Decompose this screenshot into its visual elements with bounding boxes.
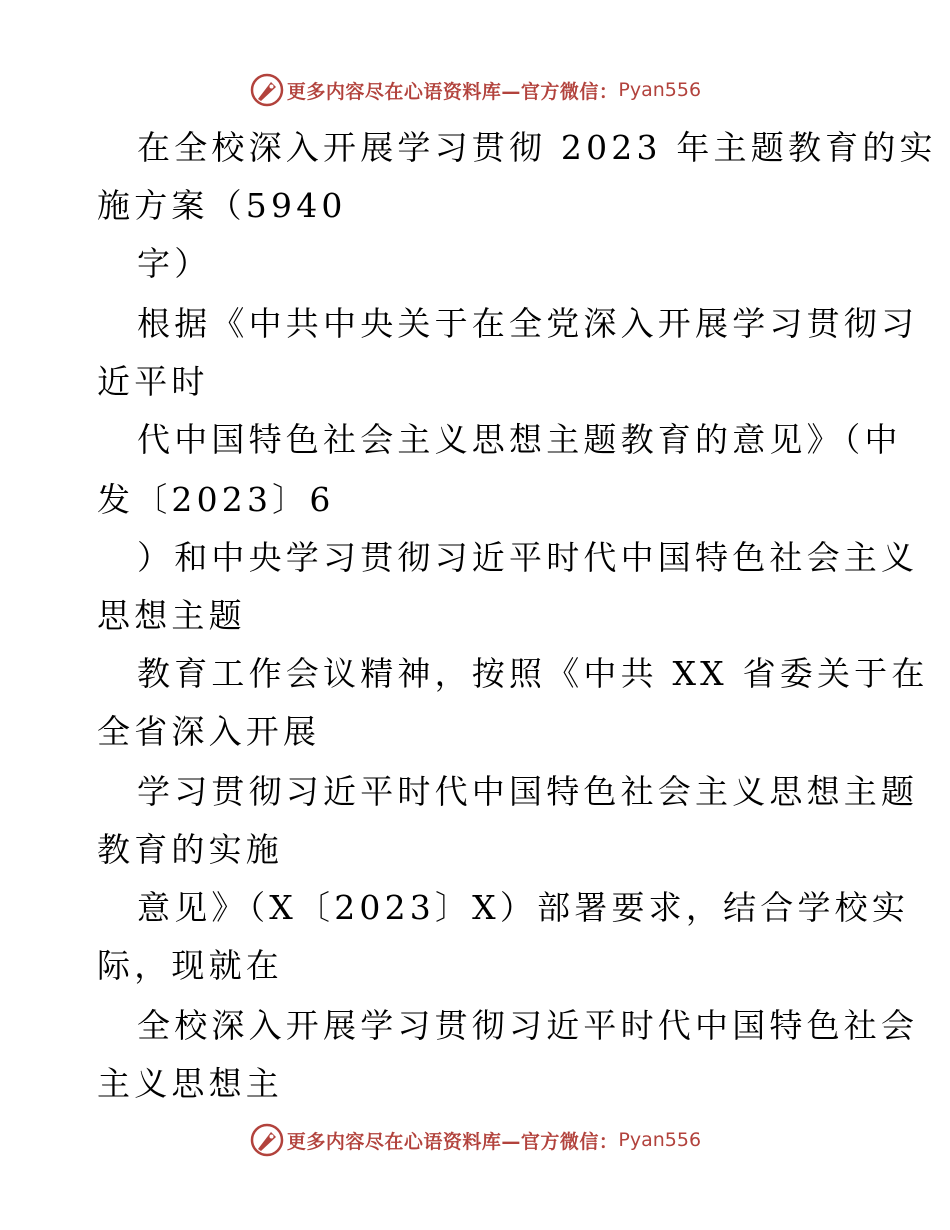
footer-banner bbox=[0, 1120, 950, 1160]
header-banner bbox=[0, 70, 950, 110]
text-line: 代中国特色社会主义思想主题教育的意见》（中 bbox=[137, 420, 902, 459]
text-line: 主义思想主 bbox=[97, 1064, 283, 1103]
text-line: 在全校深入开展学习贯彻 2023 年主题教育的实 bbox=[137, 128, 937, 167]
text-line: 教育工作会议精神，按照《中共 XX 省委关于在 bbox=[137, 654, 929, 693]
pen-nib-logo-icon bbox=[249, 1122, 285, 1158]
text-line: 施方案（5940 bbox=[97, 186, 347, 225]
text-line: 教育的实施 bbox=[97, 830, 283, 869]
text-line: ）和中央学习贯彻习近平时代中国特色社会主义 bbox=[137, 538, 919, 577]
text-line: 根据《中共中央关于在全党深入开展学习贯彻习 bbox=[137, 304, 919, 343]
text-line: 际，现就在 bbox=[97, 946, 283, 985]
text-line: 意见》（X〔2023〕X）部署要求，结合学校实 bbox=[137, 888, 910, 927]
text-line: 字） bbox=[137, 244, 212, 283]
text-line: 发〔2023〕6 bbox=[97, 480, 335, 519]
text-line: 全省深入开展 bbox=[97, 712, 321, 751]
banner-text: 更多内容尽在心语资料库—官方微信： bbox=[286, 1130, 619, 1153]
banner-contact: Pyan556 bbox=[618, 1129, 702, 1151]
pen-nib-logo-icon bbox=[249, 72, 285, 108]
banner-contact: Pyan556 bbox=[618, 79, 702, 101]
text-line: 学习贯彻习近平时代中国特色社会主义思想主题 bbox=[137, 772, 919, 811]
text-line: 思想主题 bbox=[97, 596, 246, 635]
banner-text: 更多内容尽在心语资料库—官方微信： bbox=[286, 80, 619, 103]
text-line: 近平时 bbox=[97, 362, 209, 401]
text-line: 全校深入开展学习贯彻习近平时代中国特色社会 bbox=[137, 1006, 919, 1045]
